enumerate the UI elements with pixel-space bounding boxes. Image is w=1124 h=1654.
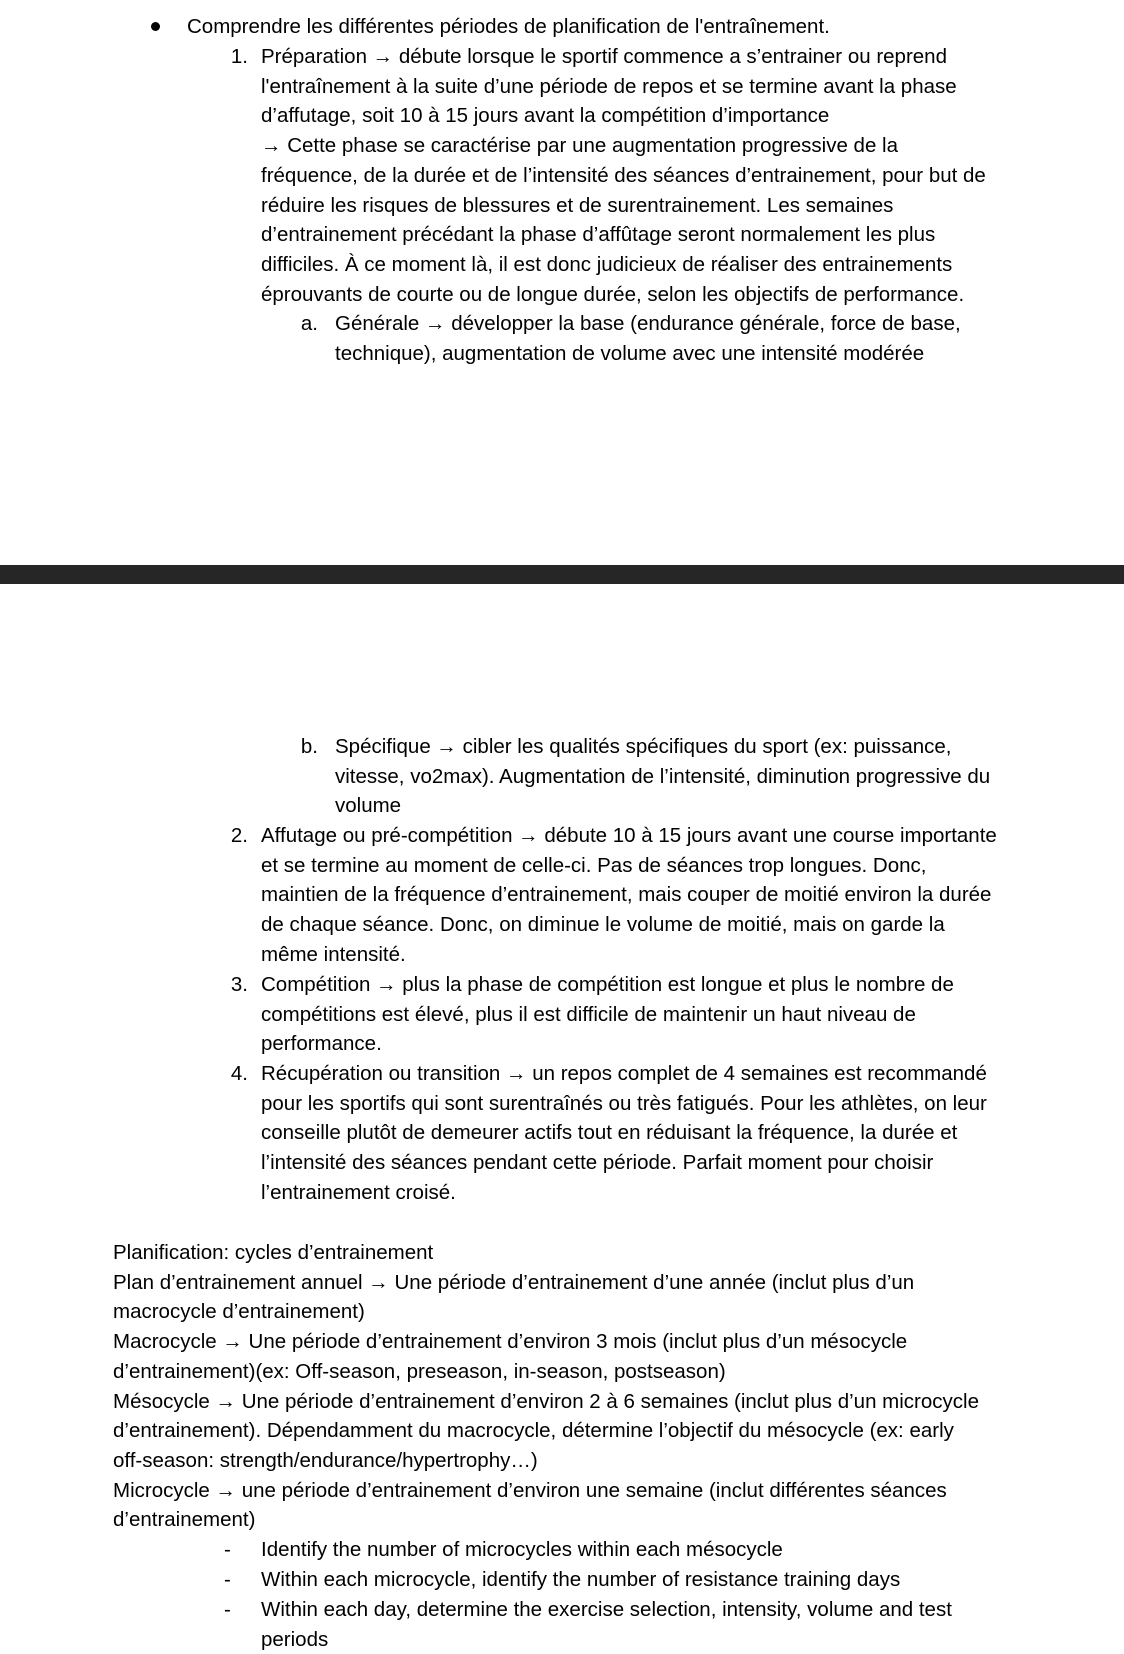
list-item-1-text	[261, 42, 1091, 309]
dash-marker: -	[224, 1568, 231, 1591]
list-item-2-text	[261, 821, 1101, 970]
page-separator	[0, 565, 1124, 584]
document-page-bottom	[0, 584, 1124, 1654]
text-line: volume	[335, 794, 402, 818]
list-number-1: 1.	[230, 45, 248, 68]
document-page-top	[0, 0, 1124, 565]
text-line: d’entrainement précédant la phase d’affûtage seront normalement les plus	[261, 223, 936, 247]
text-line: Mésocycle → Une période d’entrainement d’environ 2 à 6 semaines (inclut plus d’un microcycle	[113, 1389, 979, 1413]
text-line: off-season: strength/endurance/hypertrophy…)	[113, 1448, 538, 1472]
dash-item-text: Within each microcycle, identify the number of resistance training days	[261, 1568, 901, 1591]
text-line: d’entrainement)(ex: Off-season, preseason, in-season, postseason)	[113, 1359, 726, 1383]
text-line: compétitions est élevé, plus il est difficile de maintenir un haut niveau de	[261, 1002, 916, 1026]
text-line: d’entrainement)	[113, 1508, 256, 1532]
text-line: Générale → développer la base (endurance générale, force de base,	[335, 312, 961, 335]
list-letter-b: b.	[300, 735, 318, 758]
dash-marker: -	[224, 1598, 231, 1621]
text-line: et se termine au moment de celle-ci. Pas de séances trop longues. Donc,	[261, 853, 927, 877]
text-line: éprouvants de courte ou de longue durée, selon les objectifs de performance.	[261, 282, 965, 306]
text-line: Compétition → plus la phase de compétition est longue et plus le nombre de	[261, 973, 954, 996]
list-number-3: 3.	[230, 973, 248, 996]
list-item-1b-text	[335, 732, 1095, 821]
bullet-dot-icon	[151, 22, 160, 31]
text-line: Affutage ou pré-compétition → débute 10 à 15 jours avant une course importante	[261, 824, 997, 847]
dash-item-text	[261, 1595, 952, 1654]
text-line: Microcycle → une période d’entrainement d’environ une semaine (inclut différentes séances	[113, 1478, 947, 1502]
list-item-3-text	[261, 970, 1101, 1059]
list-number-4: 4.	[230, 1062, 248, 1085]
list-item-4-text	[261, 1059, 1101, 1208]
planning-cycles-section	[113, 1238, 1113, 1535]
text-line: Préparation → débute lorsque le sportif commence a s’entrainer ou reprend	[261, 45, 947, 68]
text-line: d’affutage, soit 10 à 15 jours avant la compétition d’importance	[261, 104, 830, 128]
text-line: technique), augmentation de volume avec une intensité modérée	[335, 341, 925, 365]
text-line: d’entrainement). Dépendamment du macrocycle, détermine l’objectif du mésocycle (ex: early	[113, 1419, 954, 1443]
text-line: fréquence, de la durée et de l’intensité des séances d’entrainement, pour but de	[261, 163, 986, 187]
text-line: l’entrainement croisé.	[261, 1180, 456, 1204]
text-line: periods	[261, 1627, 329, 1651]
text-line: même intensité.	[261, 942, 406, 966]
text-line: performance.	[261, 1032, 382, 1056]
text-line: macrocycle d’entrainement)	[113, 1300, 365, 1324]
text-line: Macrocycle → Une période d’entrainement d’environ 3 mois (inclut plus d’un mésocycle	[113, 1330, 908, 1354]
text-line: l'entraînement à la suite d’une période de repos et se termine avant la phase	[261, 74, 957, 98]
text-line: pour les sportifs qui sont surentraînés ou très fatigués. Pour les athlètes, on leur	[261, 1091, 987, 1115]
text-line: maintien de la fréquence d’entrainement, mais couper de moitié environ la durée	[261, 883, 992, 907]
dash-marker: -	[224, 1538, 231, 1561]
list-number-2: 2.	[230, 824, 248, 847]
text-line: Récupération ou transition → un repos complet de 4 semaines est recommandé	[261, 1062, 987, 1085]
text-line: difficiles. À ce moment là, il est donc judicieux de réaliser des entrainements	[261, 252, 953, 276]
text-line: → Cette phase se caractérise par une augmentation progressive de la	[261, 134, 899, 158]
dash-item-text: Identify the number of microcycles within each mésocycle	[261, 1538, 783, 1561]
text-line: l’intensité des séances pendant cette période. Parfait moment pour choisir	[261, 1151, 934, 1175]
text-line: conseille plutôt de demeurer actifs tout en réduisant la fréquence, la durée et	[261, 1121, 958, 1145]
text-line: de chaque séance. Donc, on diminue le volume de moitié, mais on garde la	[261, 913, 945, 937]
list-item-1a-text	[335, 309, 1095, 368]
text-line: réduire les risques de blessures et de surentrainement. Les semaines	[261, 193, 894, 217]
text-line: vitesse, vo2max). Augmentation de l’intensité, diminution progressive du	[335, 764, 991, 788]
section-heading: Planification: cycles d’entrainement	[113, 1241, 434, 1264]
text-line: Plan d’entrainement annuel → Une période d’entrainement d’une année (inclut plus d’un	[113, 1270, 915, 1294]
list-letter-a: a.	[300, 312, 318, 335]
text-line: Within each day, determine the exercise selection, intensity, volume and test	[261, 1598, 952, 1621]
section-bullet-text: Comprendre les différentes périodes de planification de l'entraînement.	[187, 15, 830, 38]
text-line: Spécifique → cibler les qualités spécifiques du sport (ex: puissance,	[335, 735, 952, 758]
